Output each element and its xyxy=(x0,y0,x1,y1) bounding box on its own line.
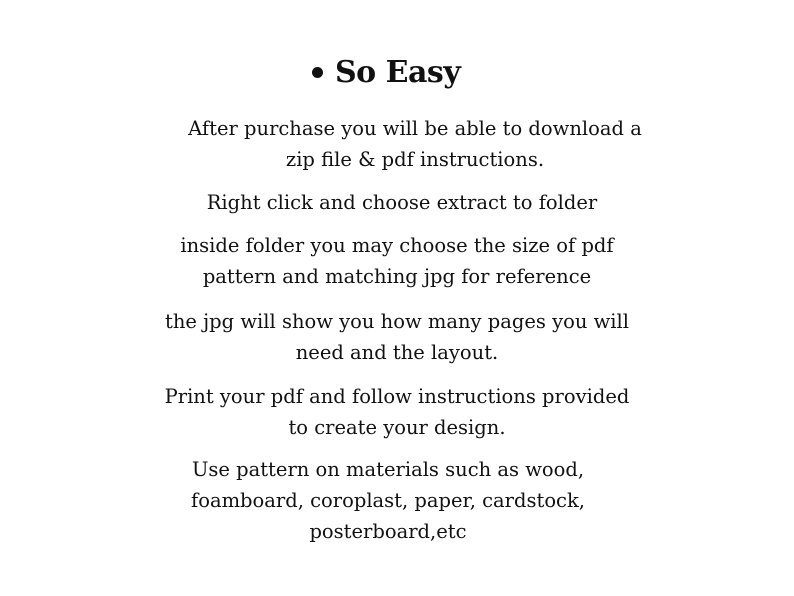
paragraph-jpg-layout xyxy=(142,306,652,368)
paragraph-line: foamboard, coroplast, paper, cardstock, xyxy=(190,489,585,512)
paragraph-line: posterboard,etc xyxy=(309,520,467,543)
paragraph-line: inside folder you may choose the size of pdf xyxy=(180,234,614,257)
paragraph-print xyxy=(142,381,652,443)
paragraph-line: Print your pdf and follow instructions provided xyxy=(164,385,630,408)
paragraph-line: zip file & pdf instructions. xyxy=(285,148,545,171)
paragraph-download xyxy=(160,113,670,175)
paragraph-line: need and the layout. xyxy=(295,341,499,364)
paragraph-line: Right click and choose extract to folder xyxy=(206,191,598,214)
paragraph-choose-size xyxy=(142,230,652,292)
paragraph-line: Use pattern on materials such as wood, xyxy=(191,458,585,481)
heading-title: So Easy xyxy=(335,54,461,90)
paragraph-line: to create your design. xyxy=(288,416,506,439)
paragraph-line: the jpg will show you how many pages you will xyxy=(165,310,629,333)
paragraph-materials xyxy=(133,454,643,547)
bullet-dot-icon xyxy=(312,67,323,78)
section-heading xyxy=(312,50,460,94)
paragraph-line: pattern and matching jpg for reference xyxy=(202,265,592,288)
paragraph-line: After purchase you will be able to download a xyxy=(188,117,642,140)
paragraph-extract xyxy=(147,187,657,218)
